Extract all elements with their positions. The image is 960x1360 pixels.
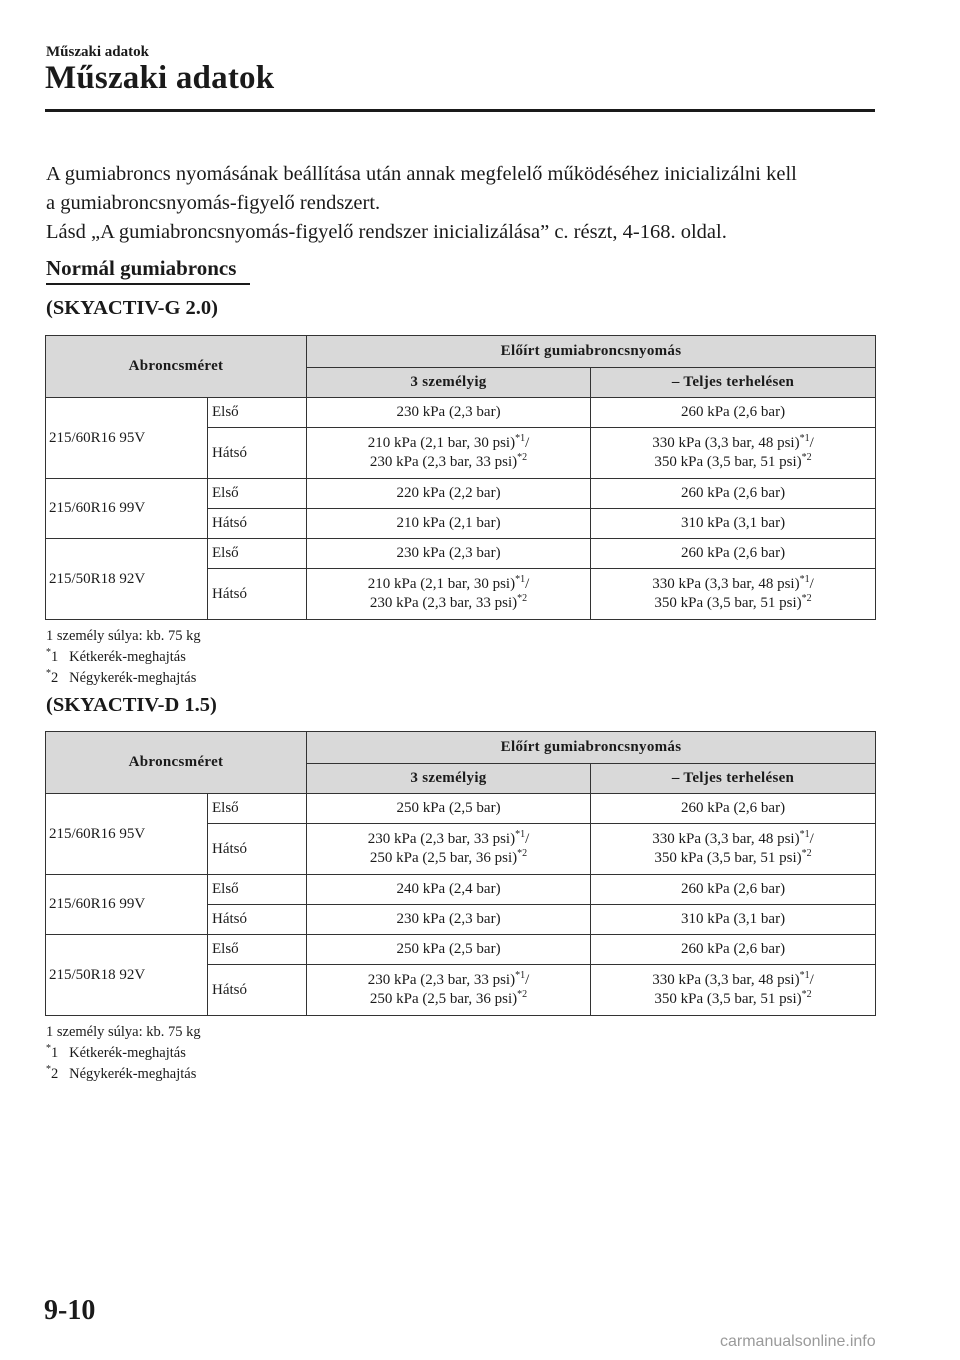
pressure-table-d15: [45, 731, 876, 1016]
page-number: 9-10: [44, 1295, 96, 1326]
header-size: Abroncsméret: [46, 336, 307, 398]
header-full-load: – Teljes terhelésen: [591, 764, 876, 794]
axle-front: Első: [208, 794, 307, 824]
pressure-three: 230 kPa (2,3 bar): [307, 905, 591, 935]
pressure-full: 330 kPa (3,3 bar, 48 psi)$^{*1}$/ 350 kPa (3,5 bar, 51 psi)$^{*2}$: [591, 569, 876, 620]
pressure-three: 240 kPa (2,4 bar): [307, 875, 591, 905]
axle-front: Első: [208, 398, 307, 428]
axle-rear: Hátsó: [208, 824, 307, 875]
section-title-d15: (SKYACTIV-D 1.5): [46, 694, 217, 716]
page-title: Műszaki adatok: [45, 60, 275, 96]
pressure-full: 260 kPa (2,6 bar): [591, 398, 876, 428]
pressure-full: 310 kPa (3,1 bar): [591, 905, 876, 935]
pressure-full: 330 kPa (3,3 bar, 48 psi)$^{*1}$/ 350 kPa (3,5 bar, 51 psi)$^{*2}$: [591, 965, 876, 1016]
axle-rear: Hátsó: [208, 569, 307, 620]
pressure-full: 260 kPa (2,6 bar): [591, 479, 876, 509]
pressure-full: 260 kPa (2,6 bar): [591, 539, 876, 569]
footnote-weight: 1 személy súlya: kb. 75 kg: [46, 1024, 201, 1040]
subheading-rule: [46, 283, 250, 285]
pressure-three: 250 kPa (2,5 bar): [307, 794, 591, 824]
pressure-three: 210 kPa (2,1 bar, 30 psi)$^{*1}$/ 230 kPa (2,3 bar, 33 psi)$^{*2}$: [307, 428, 591, 479]
footnotes-d15: [46, 1022, 201, 1085]
axle-front: Első: [208, 935, 307, 965]
tire-size: 215/60R16 95V: [46, 398, 208, 479]
tire-size: 215/50R18 92V: [46, 539, 208, 620]
pressure-full: 330 kPa (3,3 bar, 48 psi)$^{*1}$/ 350 kPa (3,5 bar, 51 psi)$^{*2}$: [591, 824, 876, 875]
section-title-g20: (SKYACTIV-G 2.0): [46, 297, 218, 319]
pressure-three: 230 kPa (2,3 bar, 33 psi)$^{*1}$/ 250 kPa (2,5 bar, 36 psi)$^{*2}$: [307, 965, 591, 1016]
header-pressure: Előírt gumiabroncsnyomás: [307, 336, 876, 368]
header-pressure: Előírt gumiabroncsnyomás: [307, 732, 876, 764]
footnote-item: *1 Kétkerék-meghajtás: [46, 1043, 186, 1061]
intro-text: [46, 160, 876, 247]
pressure-table-g20: [45, 335, 876, 620]
footnote-item: *1 Kétkerék-meghajtás: [46, 647, 186, 665]
pressure-full: 260 kPa (2,6 bar): [591, 875, 876, 905]
tire-size: 215/60R16 99V: [46, 479, 208, 539]
pressure-three: 210 kPa (2,1 bar): [307, 509, 591, 539]
intro-line: a gumiabroncsnyomás-figyelő rendszert.: [46, 192, 381, 214]
axle-front: Első: [208, 539, 307, 569]
intro-line: Lásd „A gumiabroncsnyomás-figyelő rendszer inicializálása” c. részt, 4-168. oldal.: [46, 221, 727, 243]
pressure-three: 250 kPa (2,5 bar): [307, 935, 591, 965]
pressure-three: 230 kPa (2,3 bar, 33 psi)$^{*1}$/ 250 kPa (2,5 bar, 36 psi)$^{*2}$: [307, 824, 591, 875]
footnotes-g20: [46, 626, 201, 689]
tire-size: 215/60R16 99V: [46, 875, 208, 935]
pressure-three: 230 kPa (2,3 bar): [307, 539, 591, 569]
pressure-three: 210 kPa (2,1 bar, 30 psi)$^{*1}$/ 230 kPa (2,3 bar, 33 psi)$^{*2}$: [307, 569, 591, 620]
axle-front: Első: [208, 875, 307, 905]
pressure-full: 260 kPa (2,6 bar): [591, 794, 876, 824]
axle-rear: Hátsó: [208, 965, 307, 1016]
axle-rear: Hátsó: [208, 428, 307, 479]
axle-rear: Hátsó: [208, 905, 307, 935]
header-full-load: – Teljes terhelésen: [591, 368, 876, 398]
tire-size: 215/50R18 92V: [46, 935, 208, 1016]
pressure-three: 230 kPa (2,3 bar): [307, 398, 591, 428]
header-size: Abroncsméret: [46, 732, 307, 794]
pressure-full: 310 kPa (3,1 bar): [591, 509, 876, 539]
axle-rear: Hátsó: [208, 509, 307, 539]
tire-size: 215/60R16 95V: [46, 794, 208, 875]
intro-line: A gumiabroncs nyomásának beállítása után annak megfelelő működéséhez inicializálni kell: [46, 163, 797, 185]
axle-front: Első: [208, 479, 307, 509]
header-three-persons: 3 személyig: [307, 368, 591, 398]
pressure-full: 330 kPa (3,3 bar, 48 psi)$^{*1}$/ 350 kPa (3,5 bar, 51 psi)$^{*2}$: [591, 428, 876, 479]
running-head: Műszaki adatok: [46, 44, 149, 60]
footnote-item: *2 Négykerék-meghajtás: [46, 668, 197, 686]
pressure-three: 220 kPa (2,2 bar): [307, 479, 591, 509]
pressure-full: 260 kPa (2,6 bar): [591, 935, 876, 965]
watermark: carmanualsonline.info: [720, 1333, 876, 1350]
title-rule: [45, 109, 875, 112]
header-three-persons: 3 személyig: [307, 764, 591, 794]
footnote-item: *2 Négykerék-meghajtás: [46, 1064, 197, 1082]
footnote-weight: 1 személy súlya: kb. 75 kg: [46, 628, 201, 644]
subheading: Normál gumiabroncs: [46, 256, 237, 280]
